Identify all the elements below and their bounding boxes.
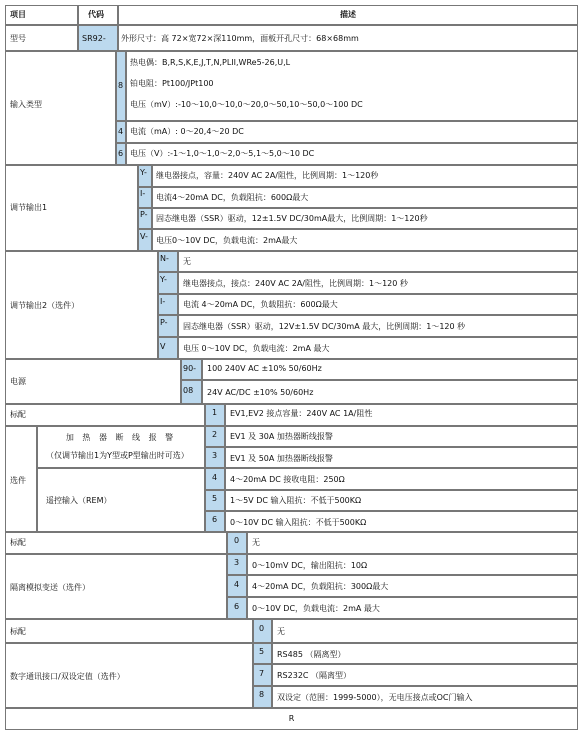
power-label-cell — [5, 359, 181, 404]
opt-text: EV1 及 30A 加热器断线报警 — [230, 432, 333, 441]
opt-code: 5 — [212, 494, 218, 503]
transmit-code: 4 — [234, 580, 240, 589]
transmit-text: 0～10V DC，负载电流：2mA 最大 — [252, 604, 380, 613]
out1-code: P- — [140, 210, 148, 219]
input-code: 4 — [118, 127, 124, 136]
input-line: 铂电阻：Pt100/JPt100 — [130, 79, 214, 88]
out2-text: 继电器接点，接点：240V AC 2A/阻性，比例周期：1～120 秒 — [183, 279, 408, 288]
model-code: SR92- — [82, 34, 106, 43]
std1-label-cell — [5, 404, 205, 426]
input-line: 电压（V）:-1～1,0～1,0～2,0～5,1～5,0～10 DC — [130, 149, 315, 158]
footer-code: R — [288, 714, 295, 723]
input-code: 6 — [118, 149, 124, 158]
std1-label: 标配 — [10, 410, 26, 419]
input-line: 电流（mA）: 0～20,4～20 DC — [130, 127, 244, 136]
out1-text: 固态继电器（SSR）驱动，12±1.5V DC/30mA最大，比例周期：1～120秒 — [156, 214, 428, 223]
std2-code: 0 — [234, 536, 240, 545]
out1-code: Y- — [140, 168, 147, 177]
opt-text: 0～10V DC 输入阻抗：不低于500KΩ — [230, 518, 367, 527]
comm-text: RS232C （隔离型） — [277, 671, 352, 680]
transmit-code: 6 — [234, 602, 240, 611]
header-item: 项目 — [10, 10, 26, 19]
out2-text: 电流 4～20mA DC，负载阻抗：600Ω最大 — [183, 300, 338, 309]
opt-code: 6 — [212, 515, 218, 524]
out2-text: 电压 0～10V DC，负载电流：2mA 最大 — [183, 344, 330, 353]
opt-text: EV1 及 50A 加热器断线报警 — [230, 454, 333, 463]
out1-text: 继电器接点，容量：240V AC 2A/阻性，比例周期：1～120秒 — [156, 171, 379, 180]
out2-text: 固态继电器（SSR）驱动，12V±1.5V DC/30mA 最大，比例周期：1～120 秒 — [183, 322, 466, 331]
out2-code: V — [160, 342, 166, 351]
std2-desc-cell — [247, 532, 578, 554]
input-line: 热电偶：B,R,S,K,E,J,T,N,PLII,WRe5-26,U,L — [130, 58, 291, 67]
opt-code: 4 — [212, 473, 218, 482]
comm-text: 双设定（范围：1999-5000），无电压接点或OC门输入 — [277, 693, 473, 702]
input-type-label: 输入类型 — [10, 100, 42, 109]
out2-text: 无 — [183, 257, 191, 266]
std3-label: 标配 — [10, 627, 26, 636]
power-code: 90- — [183, 364, 197, 373]
heater-label: 加 热 器 断 线 报 警 — [65, 433, 177, 442]
transmit-code: 3 — [234, 558, 240, 567]
std3-code: 0 — [259, 624, 265, 633]
out2-code: N- — [160, 254, 169, 263]
out1-text: 电流4～20mA DC，负载阻抗：600Ω最大 — [156, 193, 309, 202]
std2-label-cell — [5, 532, 227, 554]
std1-code: 1 — [212, 408, 218, 417]
out2-code: P- — [160, 318, 168, 327]
model-label: 型号 — [10, 34, 26, 43]
std2-label: 标配 — [10, 538, 26, 547]
out2-code: I- — [160, 297, 166, 306]
control-out1-label: 调节输出1 — [10, 203, 48, 212]
std1-text: EV1,EV2 接点容量：240V AC 1A/阻性 — [230, 409, 373, 418]
options-label: 选件 — [10, 476, 26, 485]
comm-text: RS485 （隔离型） — [277, 650, 346, 659]
power-text: 100 240V AC ±10% 50/60Hz — [207, 364, 322, 373]
comm-code: 7 — [259, 669, 265, 678]
out1-code: I- — [140, 189, 146, 198]
out2-desc-cell — [178, 251, 578, 272]
comm-label: 数字通讯接口/双设定值（选件） — [10, 672, 125, 681]
opt-code: 3 — [212, 451, 218, 460]
header-desc: 描述 — [340, 10, 356, 19]
std3-text: 无 — [277, 627, 285, 636]
power-label: 电源 — [10, 377, 26, 386]
transmit-label: 隔离模拟变送（选件） — [10, 583, 90, 592]
out1-code: V- — [140, 232, 148, 241]
std2-text: 无 — [252, 538, 260, 547]
std3-label-cell — [5, 619, 253, 643]
remote-label: 遥控输入（REM） — [46, 496, 112, 505]
header-code: 代码 — [88, 10, 104, 19]
power-code: 08 — [183, 386, 194, 395]
opt-text: 1～5V DC 输入阻抗：不低于500KΩ — [230, 496, 362, 505]
out2-code: Y- — [160, 275, 167, 284]
std3-desc-cell — [272, 619, 578, 643]
model-desc: 外形尺寸：高 72×宽72×深110mm，面板开孔尺寸：68×68mm — [121, 34, 359, 43]
control-out2-label: 调节输出2（选件） — [10, 301, 80, 310]
transmit-text: 0～10mV DC，输出阻抗：10Ω — [252, 561, 368, 570]
heater-note: （仅调节输出1为Y型或P型输出时可选） — [46, 451, 189, 460]
transmit-text: 4～20mA DC，负载阻抗：300Ω最大 — [252, 582, 389, 591]
input-line: 电压（mV）:-10～10,0～10,0～20,0～50,10～50,0～100 DC — [130, 100, 363, 109]
out1-text: 电压0～10V DC，负载电流：2mA最大 — [156, 236, 298, 245]
opt-code: 2 — [212, 430, 218, 439]
power-text: 24V AC/DC ±10% 50/60Hz — [207, 388, 314, 397]
opt-text: 4～20mA DC 接收电阻：250Ω — [230, 475, 345, 484]
comm-code: 8 — [259, 690, 265, 699]
comm-code: 5 — [259, 647, 265, 656]
input-code: 8 — [118, 81, 124, 90]
